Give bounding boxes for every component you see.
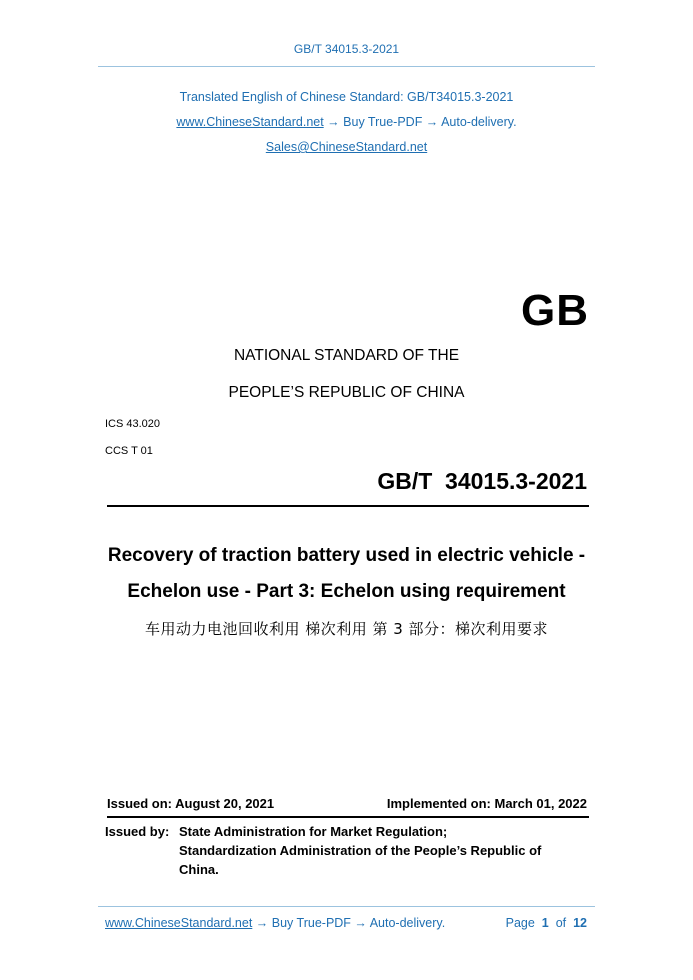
page-indicator xyxy=(506,916,587,930)
standard-number-rule xyxy=(107,505,589,507)
issued-on-date: Issued on: August 20, 2021 xyxy=(107,796,275,811)
issuer-line1: State Administration for Market Regulation; xyxy=(179,824,448,839)
header-divider xyxy=(98,66,595,67)
translation-links xyxy=(0,115,693,129)
issuer-line2: Standardization Administration of the People’s Republic of xyxy=(179,843,542,858)
ics-code: ICS 43.020 xyxy=(105,418,161,430)
footer-divider xyxy=(98,906,595,907)
purchase-note: → Buy True-PDF → Auto-delivery. xyxy=(323,115,517,129)
page-label: Page xyxy=(505,916,535,930)
issuer-line3: China. xyxy=(179,862,219,877)
email-line xyxy=(0,140,693,154)
dates-divider xyxy=(107,816,589,818)
page-total: 12 xyxy=(573,916,587,930)
national-standard-line1: NATIONAL STANDARD OF THE xyxy=(233,347,460,364)
implemented-on-date: Implemented on: March 01, 2022 xyxy=(386,796,587,811)
issued-by-label: Issued by: xyxy=(105,824,170,839)
email-link[interactable]: Sales@ChineseStandard.net xyxy=(265,140,428,154)
translation-notice: Translated English of Chinese Standard: GB/T34015.3-2021 xyxy=(179,90,514,104)
footer-links xyxy=(105,916,445,930)
title-cn: 车用动力电池回收利用 梯次利用 第 3 部分：梯次利用要求 xyxy=(144,620,549,638)
standard-number: GB/T 34015.3-2021 xyxy=(377,468,587,494)
website-link[interactable]: www.ChineseStandard.net xyxy=(176,115,324,129)
header-doc-code: GB/T 34015.3-2021 xyxy=(293,42,400,56)
page-of: of xyxy=(555,916,567,930)
footer-website-link[interactable]: www.ChineseStandard.net xyxy=(105,916,253,930)
title-en-line2: Echelon use - Part 3: Echelon using requirement xyxy=(127,581,566,602)
title-en-line1: Recovery of traction battery used in electric vehicle - xyxy=(107,545,586,566)
national-standard-line2: PEOPLE’S REPUBLIC OF CHINA xyxy=(228,384,465,401)
ccs-code: CCS T 01 xyxy=(105,445,153,457)
page-current: 1 xyxy=(541,916,549,930)
gb-mark: GB xyxy=(521,286,589,335)
footer-purchase-note: → Buy True-PDF → Auto-delivery. xyxy=(252,916,446,930)
